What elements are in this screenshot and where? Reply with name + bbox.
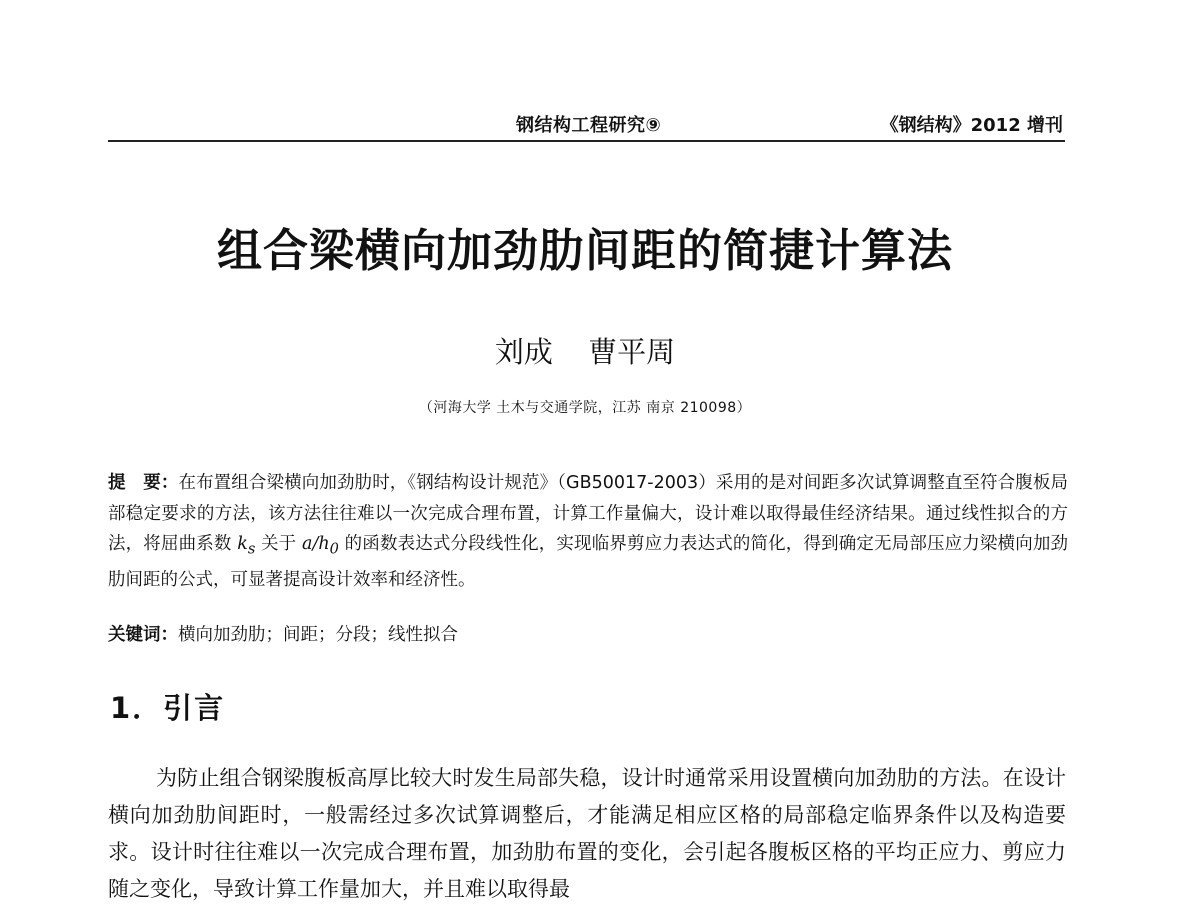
body-paragraph: 为防止组合钢梁腹板高厚比较大时发生局部失稳，设计时通常采用设置横向加劲肋的方法。在设计横向加劲肋间距时，一般需经过多次试算调整后，才能满足相应区格的局部稳定临界条件以及构造要求。设计时往往难以一次完成合理布置，加劲肋布置的变化，会引起各腹板区格的平均正应力、剪应力随之变化，导致计算工作量加大，并且难以取得最	[108, 766, 1066, 901]
author-affiliation: （河海大学 土木与交通学院，江苏 南京 210098）	[418, 400, 752, 416]
paper-title: 组合梁横向加劲肋间距的简捷计算法	[216, 224, 953, 277]
abstract	[108, 468, 1068, 596]
aspect-ratio-symbol: $a/h_0$	[302, 534, 339, 558]
keywords-text: 横向加劲肋；间距；分段；线性拟合	[178, 625, 458, 645]
journal-issue-label: 《钢结构》2012 增刊	[880, 115, 1063, 136]
keywords	[108, 620, 1068, 650]
keywords-label: 关键词：	[108, 625, 178, 645]
running-header	[108, 108, 1065, 142]
journal-series-label: 钢结构工程研究⑨	[516, 115, 662, 136]
buckling-coefficient-symbol: $k_s$	[237, 534, 256, 558]
author-list: 刘成 曹平周	[494, 335, 676, 369]
abstract-text-part-2: 关于	[255, 534, 303, 554]
abstract-text-part-1: 在布置组合梁横向加劲肋时，《钢结构设计规范》（GB50017-2003）采用的是对间距多次试算调整直至符合腹板局部稳定要求的方法，该方法往往难以一次完成合理布置，计算工作量偏大，设计难以取得最佳经济结果。通过线性拟合的方法，将屈曲系数	[108, 473, 1068, 554]
abstract-text-part-3: 的函数表达式分段线性化，实现临界剪应力表达式的简化，得到确定无局部压应力梁横向加劲肋间距的公式，可显著提高设计效率和经济性。	[108, 534, 1068, 590]
section-heading-introduction: 1．引言	[110, 691, 226, 725]
abstract-label: 提 要：	[108, 473, 179, 493]
